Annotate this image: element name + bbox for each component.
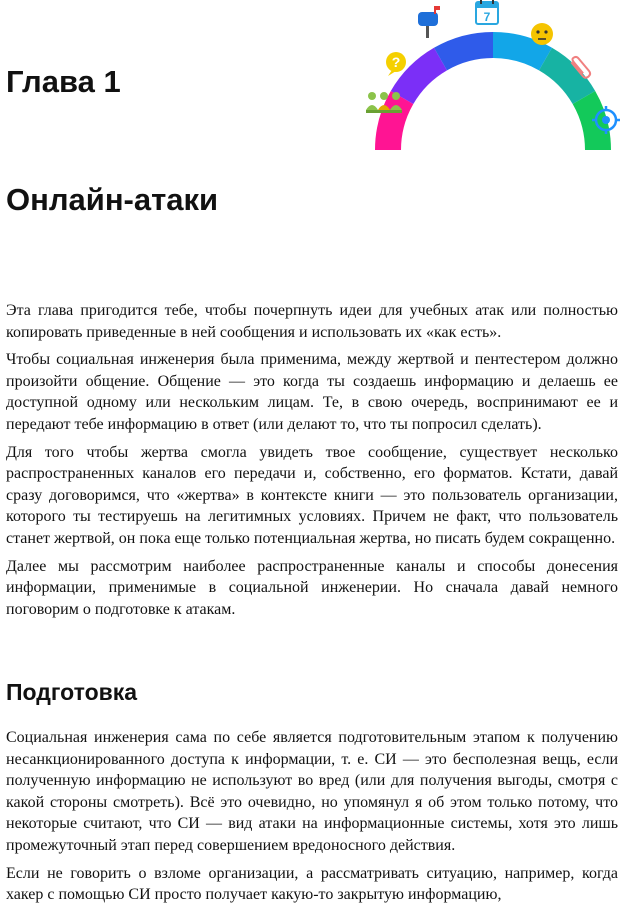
svg-text:?: ? bbox=[391, 54, 401, 70]
chapter-title: Онлайн-атаки bbox=[6, 182, 219, 217]
calendar-icon bbox=[476, 0, 498, 24]
intro-section bbox=[6, 300, 618, 626]
emoji-icon bbox=[531, 23, 553, 45]
paragraph: Если не говорить о взломе организации, а рассматривать ситуацию, например, когда хакер с помощью СИ просто получает какую-то закрытую информацию, bbox=[6, 864, 618, 904]
question-icon bbox=[386, 52, 406, 76]
arc-segment bbox=[539, 48, 595, 104]
rainbow-arc bbox=[375, 32, 611, 150]
paragraph: Эта глава пригодится тебе, чтобы почерпнуть идеи для учебных атак или полностью копировать приведенные в ней сообщения и использовать их «как есть». bbox=[6, 302, 618, 341]
mailbox-icon bbox=[418, 6, 440, 38]
svg-text:7: 7 bbox=[483, 10, 491, 24]
paragraph: Далее мы рассмотрим наиболее распространенные каналы и способы донесения информации, применимые в социальной инженерии. Но сначала давай немного поговорим о подготовке к атакам. bbox=[6, 557, 618, 618]
paragraph: Чтобы социальная инженерия была применима, между жертвой и пентестером должно произойти общение. Общение — это когда ты создаешь информацию и делаешь ее доступной одному или нескольким лицам. Те, в свою очередь, воспринимают ее и передают тебе информацию в ответ (или делают то, что ты попросил сделать). bbox=[6, 351, 618, 433]
paragraph: Для того чтобы жертва смогла увидеть твое сообщение, существует несколько распространенных каналов его передачи и, собственно, его форматов. Кстати, давай сразу договоримся, что «жертва» в контексте книги — это пользователь организации, которого ты тестируешь на легитимных условиях. Причем не факт, что пользователь станет жертвой, он пока еще только потенциальная жертва, но писать будем сокращенно. bbox=[6, 443, 618, 547]
chapter-number: Глава 1 bbox=[6, 64, 121, 99]
section-heading: Подготовка bbox=[6, 679, 138, 705]
paragraph: Социальная инженерия сама по себе является подготовительным этапом к получению несанкционированного доступа к информации, т. е. СИ — это бесполезная вещь, если полученную информацию не используют во вред (или для получения выгоды, смотря с какой стороны смотреть). Всё это очевидно, но упомянул я об этом только потому, что некоторые считают, что СИ — вид атаки на информационные системы, хотя это лишь промежуточный этап перед совершением вредоносного действия. bbox=[6, 729, 618, 854]
chapter-decoration bbox=[350, 0, 636, 150]
preparation-section bbox=[6, 727, 618, 912]
